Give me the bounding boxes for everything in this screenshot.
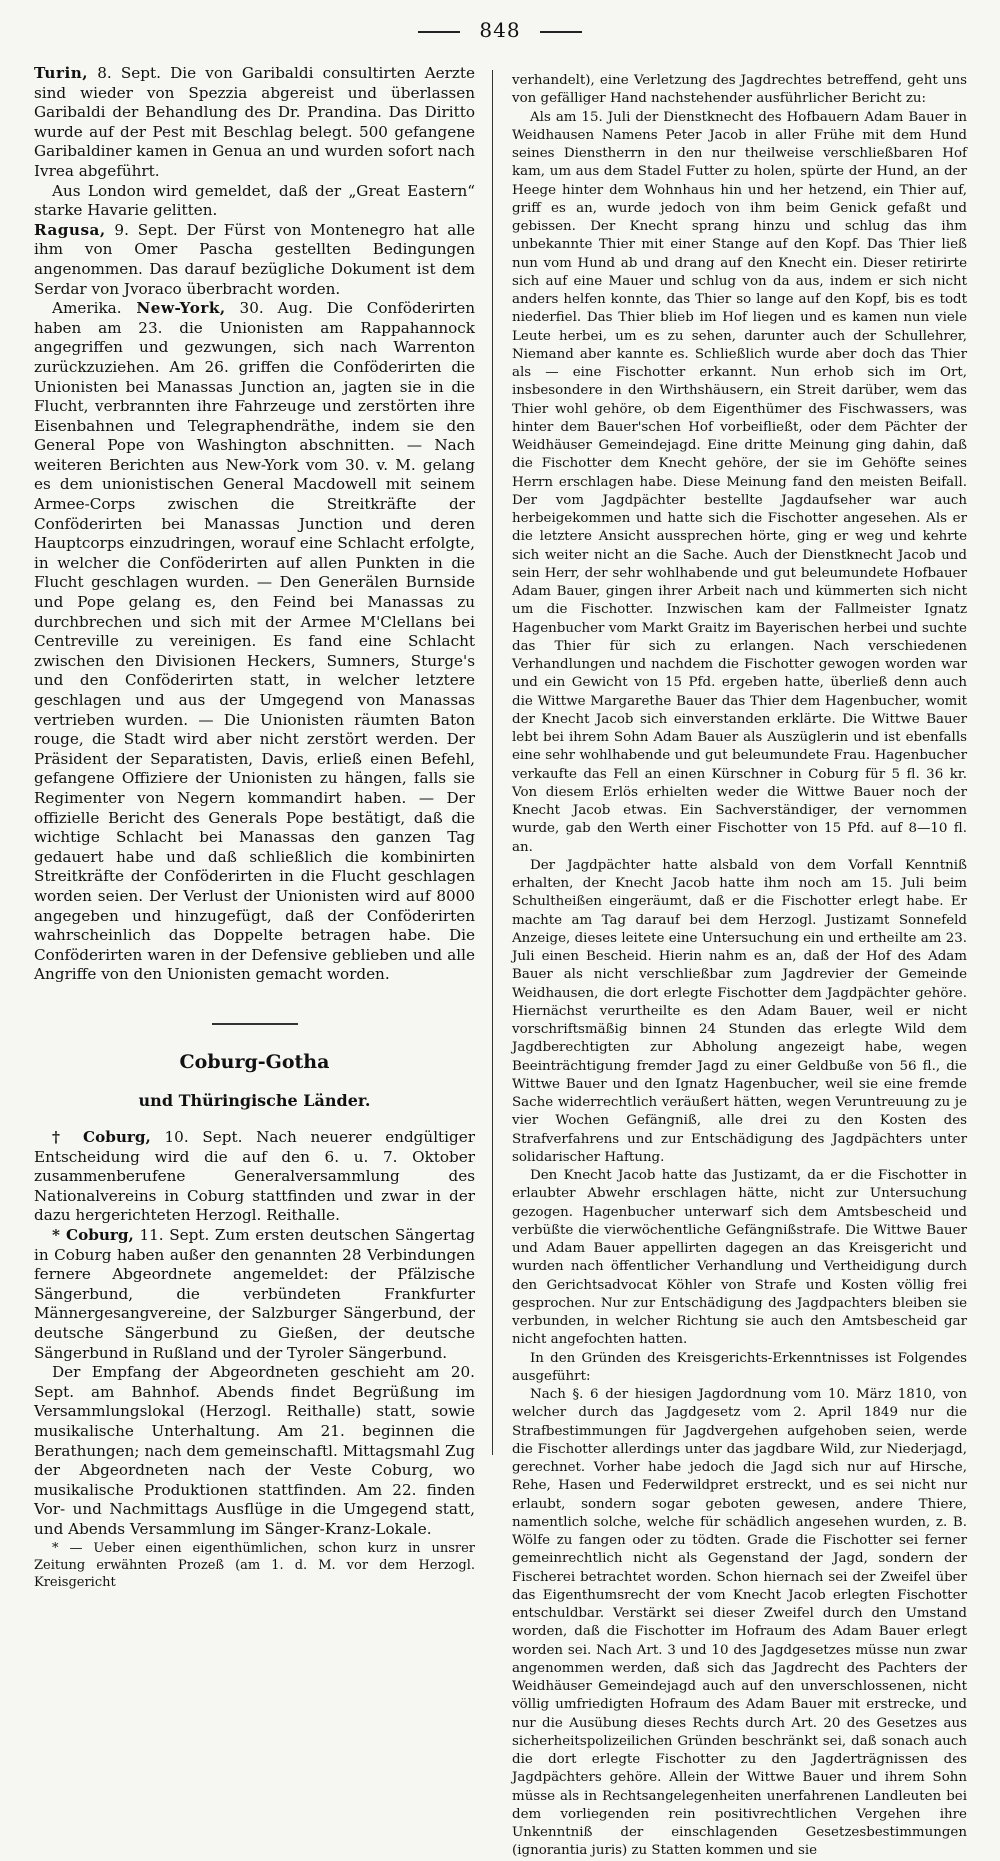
article-saengertag-program: Der Empfang der Abgeordneten geschieht am 20. Sept. am Bahnhof. Abends findet Begrüßung im Versammlungslokal (Herzogl. Reithalle) statt, sowie musikalische Unterhaltung. Am 21. beginnen die Berathungen; nach dem gemeinschaftl. Mittagsmahl Zug der Abgeordneten nach der Veste Coburg, wo musikalische Produktionen stattfinden. Am 22. finden Vor- und Nachmittags Ausflüge in die Umgegend statt, und Abends Versammlung im Sänger-Kranz-Lokale. bbox=[34, 1363, 475, 1538]
section-subtitle: und Thüringische Länder. bbox=[138, 1090, 371, 1110]
page-header bbox=[0, 18, 1000, 42]
dateline-new-york: New-York, bbox=[121, 299, 226, 318]
left-column bbox=[34, 64, 475, 1590]
column-divider bbox=[492, 70, 493, 1455]
page-number: 848 bbox=[479, 18, 521, 42]
header-rule-left bbox=[418, 31, 460, 33]
article-text: 11. Sept. Zum ersten deutschen Sängertag in Coburg haben außer den genannten 28 Verbindungen fernere Abgeordnete angemeldet: der Pfälzische Sängerbund, die verbündeten Frankfurter Männergesangvereine, der Salzburger Sängerbund, der deutsche Sängerbund zu Gießen, der deutsche Sängerbund in Rußland und der Tyroler Sängerbund. bbox=[34, 1226, 475, 1362]
article-turin bbox=[34, 64, 475, 182]
dateline-coburg-1: † Coburg, bbox=[52, 1128, 151, 1147]
right-column bbox=[512, 72, 967, 1859]
article-ragusa bbox=[34, 221, 475, 299]
dateline-ragusa: Ragusa, bbox=[34, 220, 106, 239]
report-paragraph-5: Nach §. 6 der hiesigen Jagdordnung vom 10. März 1810, von welcher durch das Jagdgesetz vom 2. April 1849 nur die Strafbestimmungen für Jagdvergehen aufgehoben seien, werde die Fischotter allerdings unter das jagdbare Wild, zur Niederjagd, gerechnet. Vorher habe jedoch die Jagd sich nur auf Hirsche, Rehe, Hasen und Federwildpret erstreckt, und es sei nicht nur erlaubt, sondern sogar geboten gewesen, andere Thiere, namentlich solche, welche für schädlich angesehen wurden, z. B. Wölfe zu fangen oder zu tödten. Grade die Fischotter sei ferner gemeinrechtlich nicht als Gegenstand der Jagd, sondern der Fischerei betrachtet worden. Schon hiernach sei der Zweifel über das Eigenthumsrecht der vom Knecht Jacob erlegten Fischotter entschuldbar. Verstärkt sei dieser Zweifel durch den Umstand worden, daß die Fischotter im Hofraum des Adam Bauer erlegt worden sei. Nach Art. 3 und 10 des Jagdgesetzes müsse nun zwar angenommen werden, daß sich das Jagdrecht des Pachters der Weidhäuser Gemeindejagd auch auf den unverschlossenen, nicht völlig umfriedigten Hofraum des Adam Bauer mit erstrecke, und nur die Ausübung dieses Rechts durch Art. 20 des Gesetzes aus sicherheitspolizeilichen Gründen beschränkt sei, daß sonach auch die dort erlegte Fischotter zu den Jagderträgnissen des Jagdpächters gehöre. Allein der Wittwe Bauer und ihrem Sohn müsse als in Rechtsangelegenheiten unerfahrenen Landleuten bei dem vorliegenden rein positivrechtlichen Vergehen ihre Unkenntniß der einschlagenden Gesetzesbestimmungen (ignorantia juris) zu Statten kommen und sie bbox=[512, 1387, 967, 1859]
dateline-turin: Turin, bbox=[34, 64, 89, 82]
report-paragraph-1: Als am 15. Juli der Dienstknecht des Hofbauern Adam Bauer in Weidhausen Namens Peter Jacob in aller Frühe mit dem Hund seines Dienstherrn in den nur theilweise verschließbaren Hof kam, um aus dem Stadel Futter zu holen, spürte der Hund, an der Heege hinter dem Wohnhaus hin und her hetzend, ein Thier auf, griff es an, wurde jedoch von ihm beim Genick gefaßt und gebissen. Der Knecht sprang hinzu und schlug das ihm unbekannte Thier mit einer Stange auf den Kopf. Das Thier ließ nun vom Hund ab und drang auf den Knecht ein. Dieser retirirte sich auf eine Mauer und schlug von da aus, indem er sich nicht anders helfen konnte, das Thier so lange auf den Kopf, bis es todt niederfiel. Das Thier blieb im Hof liegen und es kamen nun viele Leute herbei, um es zu sehen, darunter auch der Schullehrer, Niemand aber kannte es. Schließlich wurde aber doch das Thier als — eine Fischotter erkannt. Nun erhob sich im Ort, insbesondere in den Wirthshäusern, ein Streit darüber, wem das Thier wohl gehöre, ob dem Eigenthümer des Fischwassers, was hinter dem Bauer'schen Hof vorbeifließt, oder dem Pächter der Weidhäuser Gemeindejagd. Eine dritte Meinung ging dahin, daß die Fischotter dem Knecht gehöre, der sie im Gehöfte seines Herrn erschlagen habe. Diese Meinung fand den meisten Beifall. Der vom Jagdpächter bestellte Jagdaufseher war auch herbeigekommen und hatte sich die Fischotter angesehen. Als er die letztere Ansicht aussprechen hörte, ging er weg und kehrte sich weiter nicht an die Sache. Auch der Dienstknecht Jacob und sein Herr, der sehr wohlhabende und gut beleumundete Hofbauer Adam Bauer, gingen ihrer Arbeit nach und kümmerten sich nicht um die Fischotter. Inzwischen kam der Fallmeister Ignatz Hagenbucher vom Markt Graitz im Bayerischen herbei und suchte das Thier für sich zu erlangen. Nach verschiedenen Verhandlungen und nachdem die Fischotter gewogen worden war und ein Gewicht von 15 Pfd. ergeben hatte, überließ denn auch die Wittwe Margarethe Bauer das Thier dem Hagenbucher, womit der Knecht Jacob sich einverstanden erklärte. Die Wittwe Bauer lebt bei ihrem Sohn Adam Bauer als Auszüglerin und ist ebenfalls eine sehr wohlhabende und gut beleumundete Frau. Hagenbucher verkaufte das Fell an einen Kürschner in Coburg für 5 fl. 36 kr. Von diesem Erlös erhielten weder die Wittwe Bauer noch der Knecht Jacob etwas. Ein Sachverständiger, der vernommen wurde, gab den Werth einer Fischotter von 15 Pfd. auf 8—10 fl. an. bbox=[512, 109, 967, 855]
section-divider bbox=[212, 1023, 298, 1025]
report-paragraph-4: In den Gründen des Kreisgerichts-Erkenntnisses ist Folgendes ausgeführt: bbox=[512, 1350, 967, 1384]
article-text: 8. Sept. Die von Garibaldi consultirten Aerzte sind wieder von Spezzia abgereist und überlassen Garibaldi der Behandlung des Dr. Prandina. Das Diritto wurde auf der Pest mit Beschlag belegt. 500 gefangene Garibaldiner kamen in Genua an und wurden sofort nach Ivrea abgeführt. bbox=[34, 64, 475, 180]
article-america bbox=[34, 299, 475, 985]
report-intro: verhandelt), eine Verletzung des Jagdrechtes betreffend, geht uns von gefälliger Hand nachstehender ausführlicher Bericht zu: bbox=[512, 73, 967, 107]
report-paragraph-3: Den Knecht Jacob hatte das Justizamt, da er die Fischotter in erlaubter Abwehr erschlagen hätte, nicht zur Untersuchung gezogen. Hagenbucher unterwarf sich dem Amtsbescheid und verbüßte die vierwöchentliche Gefängnißstrafe. Die Wittwe Bauer und Adam Bauer appellirten dagegen an das Kreisgericht und wurden nach öffentlicher Verhandlung und Vertheidigung durch den Gerichtsadvocat Köhler von Strafe und Kosten völlig frei gesprochen. Nur zur Entschädigung des Jagdpachters bleiben sie verbunden, in welcher Richtung sie auch den Amtsbescheid gar nicht angefochten hatten. bbox=[512, 1168, 967, 1348]
article-text: 10. Sept. Nach neuerer endgültiger Entscheidung wird die auf den 6. u. 7. Oktober zusammenberufene Generalversammlung des Nationalvereins in Coburg stattfinden und zwar in der dazu hergerichteten Herzogl. Reithalle. bbox=[34, 1128, 475, 1225]
footnote: * — Ueber einen eigenthümlichen, schon kurz in unsrer Zeitung erwähnten Prozeß (am 1. d. M. vor dem Herzogl. Kreisgericht bbox=[34, 1540, 475, 1590]
report-paragraph-2: Der Jagdpächter hatte alsbald von dem Vorfall Kenntniß erhalten, der Knecht Jacob hatte ihm noch am 15. Juli beim Schultheißen eingeräumt, daß er die Fischotter erlegt habe. Er machte am Tag darauf bei dem Herzogl. Justizamt Sonnefeld Anzeige, dieses leitete eine Untersuchung ein und ertheilte am 23. Juli einen Bescheid. Hierin nahm es an, daß der Hof des Adam Bauer als nicht verschließbar zum Jagdrevier der Gemeinde Weidhausen, die dort erlegte Fischotter dem Jagdpächter gehöre. Hiernächst verurtheilte es den Adam Bauer, weil er nicht vorschriftsmäßig binnen 24 Stunden das erlegte Wild dem Jagdberechtigten zur Abholung angezeigt habe, wegen Beeinträchtigung fremder Jagd zu einer Geldbuße von 56 fl., die Wittwe Bauer und den Ignatz Hagenbucher, weil sie eine fremde Sache widerrechtlich veräußert hätten, wegen Veruntreuung zu je vier Wochen Gefängniß, alle drei zu den Kosten des Strafverfahrens und zur Entschädigung des Jagdpächters unter solidarischer Haftung. bbox=[512, 857, 967, 1165]
dateline-coburg-2: * Coburg, bbox=[52, 1226, 134, 1245]
article-text: 30. Aug. Die Conföderirten haben am 23. die Unionisten am Rappahannock angegriffen und gezwungen, sich nach Warrenton zurückzuziehen. Am 26. griffen die Conföderirten die Unionisten bei Manassas Junction an, jagten sie in die Flucht, verbrannten ihre Fahrzeuge und zerstörten ihre Eisenbahnen und Telegraphendräthe, indem sie den General Pope von Washington abschnitten. — Nach weiteren Berichten aus New-York vom 30. v. M. gelang es dem unionistischen General Macdowell mit seinem Armee-Corps zwischen die Streitkräfte der Conföderirten bei Manassas Junction und deren Hauptcorps einzudringen, worauf eine Schlacht erfolgte, in welcher die Conföderirten auf allen Punkten in die Flucht geschlagen wurden. — Den Generälen Burnside und Pope gelang es, den Feind bei Manassas zu durchbrechen und sich mit der Armee M'Clellans bei Centreville zu vereinigen. Es fand eine Schlacht zwischen den Divisionen Heckers, Sumners, Sturge's und den Conföderirten statt, in welcher letztere geschlagen und aus der Umgegend von Manassas vertrieben wurden. — Die Unionisten räumten Baton rouge, die Stadt wird aber nicht zerstört werden. Der Präsident der Separatisten, Davis, erließ einen Befehl, gefangene Offiziere der Unionisten zu hängen, falls sie Regimenter von Negern kommandirt haben. — Der offizielle Bericht des Generals Pope bestätigt, daß die wichtige Schlacht bei Manassas den ganzen Tag gedauert habe und daß schließlich die kombinirten Streitkräfte der Conföderirten in die Flucht geschlagen worden seien. Der Verlust der Unionisten wird auf 8000 angegeben und hinzugefügt, daß der Conföderirten wahrscheinlich das Doppelte betragen habe. Die Conföderirten waren in der Defensive geblieben und alle Angriffe von den Unionisten gemacht worden. bbox=[34, 299, 475, 984]
article-london: Aus London wird gemeldet, daß der „Great Eastern“ starke Havarie gelitten. bbox=[34, 181, 475, 220]
article-text: 9. Sept. Der Fürst von Montenegro hat alle ihm von Omer Pascha gestellten Bedingungen angenommen. Das darauf bezügliche Dokument ist dem Serdar von Jvoraco überbracht worden. bbox=[34, 220, 475, 298]
region-label: Amerika. bbox=[52, 299, 122, 318]
header-rule-right bbox=[540, 31, 582, 33]
article-coburg-2 bbox=[34, 1226, 475, 1363]
article-coburg-1 bbox=[34, 1128, 475, 1226]
section-title: Coburg-Gotha bbox=[179, 1050, 330, 1073]
